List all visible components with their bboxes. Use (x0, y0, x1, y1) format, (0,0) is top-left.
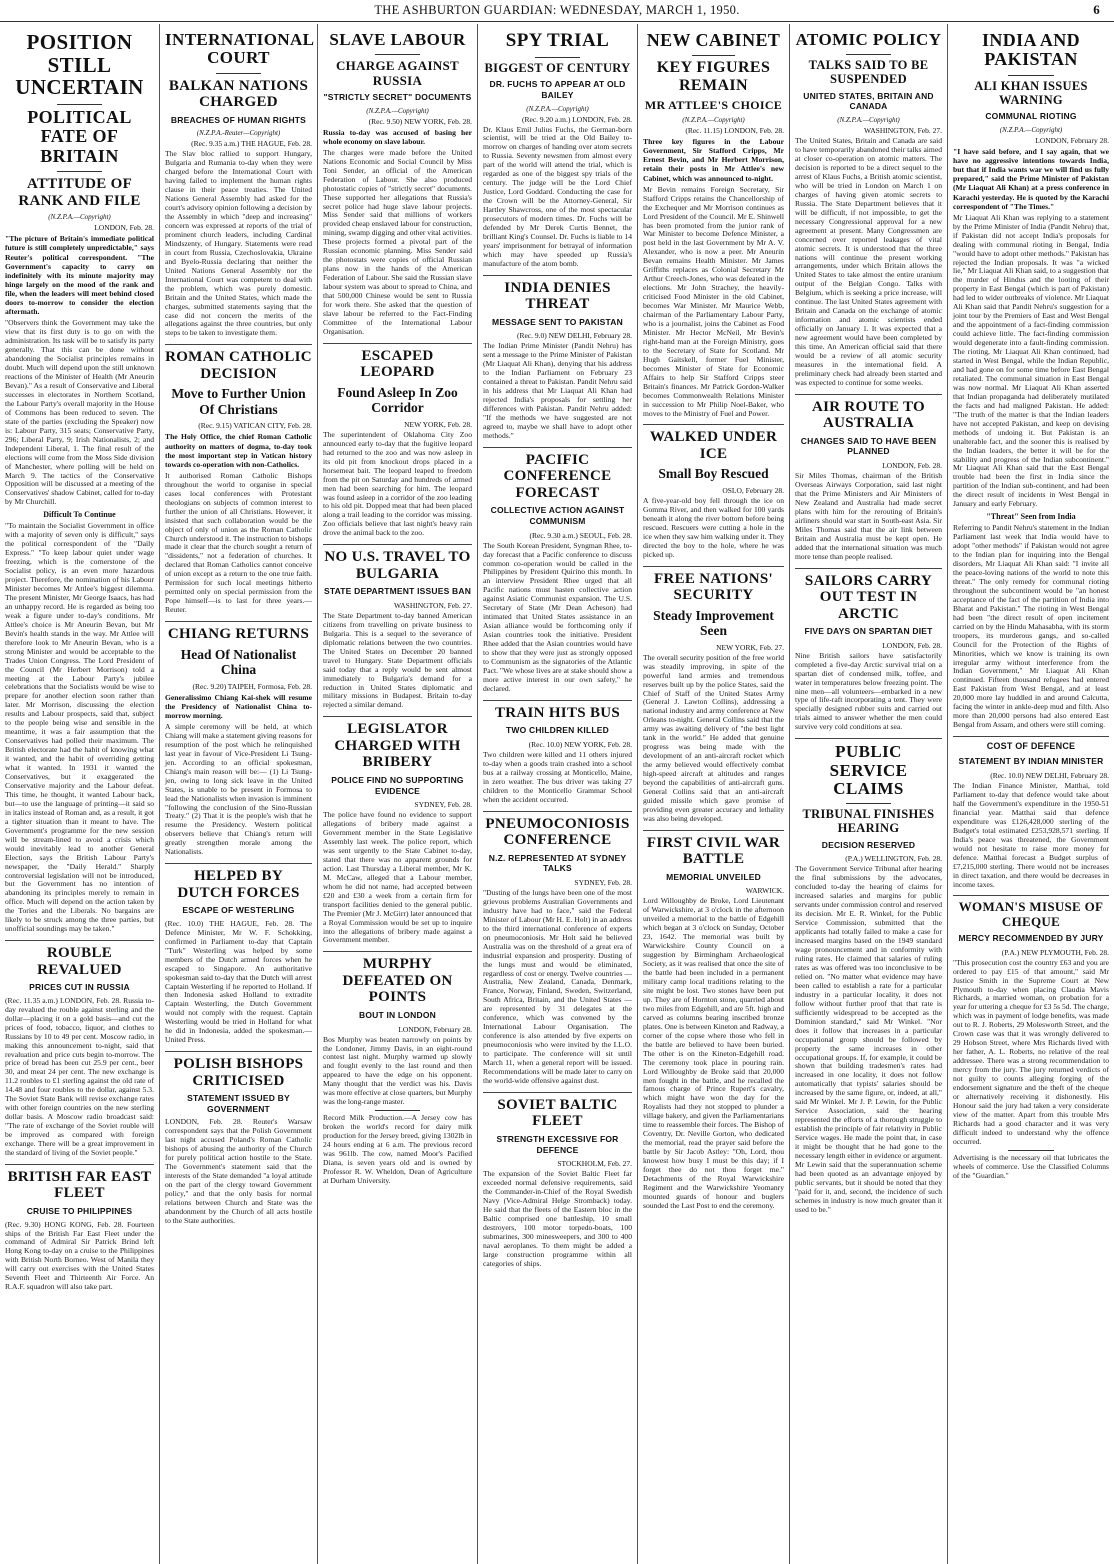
divider (165, 621, 312, 622)
divider (535, 57, 580, 58)
headline: PNEUMOCONIOSIS CONFERENCE (485, 815, 630, 849)
deck: ATTITUDE OF RANK AND FILE (18, 176, 141, 209)
deck: BREACHES OF HUMAN RIGHTS (170, 114, 307, 125)
article-murphy-defeated (323, 956, 472, 1185)
article-body: Bos Murphy was beaten narrowly on points by the Londoner, Jimmy Davis, in an eight-round contest last night. Murphy warmed up slowly and fought evenly to the last round and then appeared to have the edge on his opponent. Many thought that the verdict was his. Davis was more effective at close quarters, but Murphy was the long-range master. (323, 1034, 472, 1107)
headline: SOVIET BALTIC FLEET (497, 1096, 618, 1130)
article-body: The expansion of the Soviet Baltic Fleet far exceeded normal defensive requirements, said the Commander-in-Chief of the Royal Swedish Navy (Vice-Admiral Helge Stromback) today. He said that the fleets of the Eastern bloc in the Baltic comprised one battleship, 10 small destroyers, 100 motor torpedo-boats, 100 submarines, 300 minesweepers, and 300 to 400 naval aeroplanes. To them might be added a large construction programme within all categories of ships. (483, 1169, 632, 1268)
credit: (N.Z.P.A.—Copyright) (837, 116, 900, 125)
article-body: Lord Willoughby de Broke, Lord Lieutenant of Warwickshire, at 3 o'clock in the afternoon unveiled a memorial to the battle of Edgehill which began at 3 o'clock on Sunday, October 23, 1642. The memorial was built by Warwickshire County Council on a suggestion by Birmingham Archaeological Society, as it was realised that once the site of the battle had been included in a permanent military camp local traditions relating to the site might be lost. Two stones have been put up. They are of Hornton stone, quarried about two miles from Edgehill, and are 5ft. high and carved as columns bearing inscribed bronze plates. One is between Kineton and Radway, a corner of the copse where those who fell in the battle are believed to have been buried. The other is on the Kineton-Edgehill road. The ceremony took place in pouring rain. Lord Willoughby de Broke said that 20,000 men fought in the battle, and he recalled the famous charge of Prince Rupert's cavalry, which might have won the day for the Royalists had they not stopped to plunder a village bakery, and given the Parliamentarians time to reassemble their forces. The Bishop of Coventry, Dr. Neville Gorton, who dedicated the memorial, read the prayer said before the battle by Sir Jacob Astley: "Oh, Lord, thou knowest how busy I must be this day; if I forget thee do not thou forget me." Detachments of the Royal Warwickshire Regiment and the Warwickshire Yeomanry mounted guards of honour and buglers sounded the Last Post to end the ceremony. (643, 896, 785, 1210)
dateline: (Rec. 11.15) LONDON, Feb. 28. (685, 126, 784, 136)
headline: AIR ROUTE TO AUSTRALIA (811, 398, 926, 432)
deck: UNITED STATES, BRITAIN AND CANADA (803, 90, 934, 112)
headline: NO U.S. TRAVEL TO BULGARIA (324, 549, 471, 582)
dateline: WASHINGTON, Feb. 27. (394, 600, 472, 610)
column-6 (790, 24, 948, 1564)
dateline: (Rec. 9.15) VATICAN CITY, Feb. 28. (198, 421, 312, 431)
article-train-hits-bus (483, 705, 632, 805)
dateline: (Rec. 9.20) TAIPEH, Formosa, Feb. 28. (192, 681, 312, 691)
deck: MESSAGE SENT TO PAKISTAN (492, 316, 623, 327)
article-public-service-claims (795, 743, 942, 1214)
divider (483, 811, 632, 812)
headline: MURPHY DEFEATED ON POINTS (342, 956, 453, 1006)
article-british-far-east-fleet (5, 1169, 154, 1292)
headline: COST OF DEFENCE (986, 741, 1076, 752)
divider (5, 1164, 154, 1165)
divider (483, 447, 632, 448)
article-body: "This prosecution cost the country £63 and you are ordered to pay £15 of that amount," said Mr Justice Smith in the Supreme Court at New Plymouth to-day when placing Claudia Mavis Richards, a married woman, on probation for a year for uttering a cheque for £3 5s 5d. The charge, which was in payment of lodge benefits, was made out to R. J. Roberts, 29 Molesworth Street, and the Crown case was that it was wrongly delivered to 29 Hobson Street, where Mrs Richards lived with her father, A. L. Roberts, no relative of the real addressee. There was a strong recommendation to mercy from the jury. The jury returned verdicts of not guilty to counts alleging forging of the endorsement signature and the theft of the cheque or alternatively receiving it dishonestly. His Honour said the jury had taken a very considerate view of the matter. Apart from this trouble Mrs Richards had a good character and it was very difficult indeed to understand why the offence occurred. (953, 957, 1109, 1146)
dateline: (P.A.) NEW PLYMOUTH, Feb. 28. (1001, 947, 1109, 957)
dateline: (Rec. 9.35 a.m.) THE HAGUE, Feb. 28. (191, 139, 312, 149)
divider (692, 55, 734, 56)
deck: COMMUNAL RIOTING (985, 111, 1077, 122)
headline: FIRST CIVIL WAR BATTLE (646, 834, 781, 868)
headline: BRITISH FAR EAST FLEET (7, 1168, 152, 1202)
divider (795, 568, 942, 569)
deck: STRENGTH EXCESSIVE FOR DEFENCE (496, 1133, 619, 1155)
divider (483, 1092, 632, 1093)
deck: FIVE DAYS ON SPARTAN DIET (804, 626, 933, 637)
article-body: Dr. Klaus Emil Julius Fuchs, the German-born scientist, will be tried at the Old Bailey to-morrow on charges of handing over atom secrets to Russia. Seventy newsmen from almost every part of the world will attend the trial, which is regarded as one of the biggest spy trials of the century. The judge will be the Lord Chief Justice, Lord Goddard. Conducting the case for the Crown will be the Attorney-General, Sir Hartley Shawcross, one of the most spectacular prosecutors of modern times. Dr. Fuchs will be defended by Mr Derek Curtis Bennet, the brilliant King's Counsel. Dr. Fuchs is liable to 14 years' imprisonment for betrayal of information which may have speeded up Russia's manufacture of the atom bomb. (483, 124, 632, 268)
article-first-civil-war-battle (643, 835, 784, 1211)
dateline: LONDON, February 28. (398, 1024, 472, 1034)
dateline: NEW YORK, Feb. 28. (404, 419, 472, 429)
article-body: The State Department to-day banned American citizens from travelling on private business to Bulgaria. This is a sequel to the severance of diplomatic relations between the two countries. The United States on December 20 banned travel to Hungary. State Department officials said today that a reply would be sent almost immediately to Bulgaria's demand for a reduction in United States diplomatic and military missions in Budapest. Britain to-day rejected a similar demand. (323, 610, 472, 710)
column-7 (948, 24, 1114, 1564)
divider (846, 54, 890, 55)
headline: CHIANG RETURNS (167, 626, 310, 643)
headline: POLISH BISHOPS CRITICISED (173, 1056, 304, 1089)
divider (643, 424, 784, 425)
deck: BOUT IN LONDON (359, 1009, 436, 1020)
advertising-note: Advertising is the necessary oil that lubricates the wheels of commerce. Use the Classified Columns of the "Guardian." (953, 1152, 1109, 1180)
credit: (N.Z.P.A.—Copyright) (48, 213, 111, 222)
dateline: (Rec. 9.30 a.m.) SEOUL, Feb. 28. (529, 530, 632, 540)
subheadline: TRIBUNAL FINISHES HEARING (802, 807, 935, 836)
dateline: STOCKHOLM, Feb. 27. (557, 1159, 632, 1169)
article-slave-labour (323, 31, 472, 337)
headline: INDIA AND PAKISTAN (981, 30, 1081, 70)
divider (846, 803, 890, 804)
divider (643, 566, 784, 567)
headline: PUBLIC SERVICE CLAIMS (829, 742, 908, 798)
headline: SPY TRIAL (505, 30, 610, 51)
article-escaped-leopard (323, 348, 472, 538)
deck: COLLECTIVE ACTION AGAINST COMMUNISM (490, 505, 625, 526)
article-no-us-travel-to-bulgaria (323, 549, 472, 710)
dateline: OSLO, February 28. (722, 486, 784, 495)
deck: DR. FUCHS TO APPEAR AT OLD BAILEY (489, 79, 626, 100)
divider (483, 700, 632, 701)
subheadline: POLITICAL FATE OF BRITAIN (27, 107, 132, 166)
article-atomic-policy (795, 31, 942, 388)
column-2 (160, 24, 318, 1564)
article-body: Mr Bevin remains Foreign Secretary, Sir Stafford Cripps retains the Chancellorship of the Exchequer and Mr Morrison continues as Lord President of the Council. Mr E. Shinwell has been promoted from the junior rank of War Minister to become Defence Minister, a post held in the last Government by Mr A. V. Alexander, who is now a peer. Mr Aneurin Bevan remains Health Minister. Mr James Griffiths replaces as Colonial Secretary Mr Arthur Creech-Jones, who was defeated in the elections. Mr John Strachey, the heavily-criticised Food Minister in the old Cabinet, becomes War Minister. Mr Maurice Webb, chairman of the Parliamentary Labour Party, who is a journalist, joins the Cabinet as Food Minister. Mr Hector McNeil, Mr Bevin's right-hand man at the Foreign Ministry, goes to the Secretary of State for Scotland. Mr Hugh Gaitskell, former Fuel Minister, becomes Minister of State for Economic Affairs to help Sir Stafford Cripps steer Britain's finances. Mr Patrick Gordon-Walker becomes Commonwealth Relations Minister in succession to Mr Philip Noel-Baker, who moves to the Ministry of Fuel and Power. (643, 184, 784, 418)
article-rouble-revalued (5, 945, 154, 1158)
article-body: The South Korean President, Syngman Rhee, to-day forecast that a Pacific conference to discuss common co-operation would be called in the Philippines by President Quirino this month. In an interview President Rhee urged that all Pacific nations must hasten collective action against Asiatic Communist expansion. The U.S. Secretary of State (Mr Dean Acheson) had intimated that United States assistance in an Asian alliance would be forthcoming only if Asian countries took the initiative. President Rhee added that the Asian countries would have to show that they were just as strongly opposed to Communism as the signatories of the Atlantic Pact. "We whose lives are at stake should show a more active interest in our own safety," he declared. (483, 540, 632, 693)
subheadline: BALKAN NATIONS CHARGED (168, 77, 309, 111)
divider (1008, 75, 1055, 76)
column-1 (0, 24, 160, 1564)
divider (643, 830, 784, 831)
credit: (N.Z.P.A.—Copyright) (999, 126, 1063, 134)
article-international-court (165, 30, 315, 338)
lede: Russia to-day was accused of basing her whole economy on slave labour. (323, 127, 472, 146)
article-body: (Rec. 11.35 a.m.) LONDON, Feb. 28. Russia to-day revalued the rouble against sterling and the dollar—placing it on a gold basis—and cut the prices of food, tobacco, liquor, and clothes to Russians by 10 to 49 per cent. Moscow radio, in making this announcement to-night, said that revaluation and price cuts begin to-morrow. The price of bread has been cut 25.9 per cent., beer 30, and meat 24 per cent. The new exchange is 11.2 roubles to £1 sterling against the old rate of 14.48 and four roubles to the dollar, against 5.3. The Soviet State Bank will revise exchange rates with other foreign countries on the new sterling dollar basis. A Moscow radio broadcast said: "The rate of exchange of the Soviet rouble will be improved as compared with foreign exchange. There will be a great improvement in the standard of living of the Soviet people." (5, 995, 154, 1157)
deck: Steady Improvement Seen (653, 607, 774, 639)
masthead-title: THE ASHBURTON GUARDIAN: WEDNESDAY, MARCH 1, 1950. (374, 3, 740, 17)
deck: ESCAPE OF WESTERLING (182, 905, 295, 916)
dateline: LONDON, Feb. 28. (882, 640, 942, 650)
article-body: The police have found no evidence to support allegations of bribery made against a Government member in the State Legislative Assembly last week. The police report, which was sent urgently to the State Cabinet to-day, stated that there was no apparent grounds for action. Last Thursday a Liberal member, Mr K. M. McCaw, alleged that a Labour member, whom he did not name, had accepted between £20 and £30 a week from a certain firm for transport facilities denied to the general public. The Premier (Mr J. McGirr) later announced that a Royal Commission would be set up to inquire into the allegations of bribery made against a Government member. (323, 810, 472, 945)
headline: FREE NATIONS' SECURITY (653, 570, 774, 604)
lede: "The picture of Britain's immediate political future is still completely unpredictable," says Reuter's political correspondent. "The Government's capacity to carry on indefinitely with its minute majority may hinge largely on the mood of the rank and file, when the leaders will meet behind closed doors to-morrow to consider the election aftermath. (5, 234, 154, 317)
article-roman-catholic-decision (165, 349, 312, 615)
divider (795, 394, 942, 395)
divider (953, 736, 1109, 737)
dateline: WASHINGTON, Feb. 27. (864, 126, 942, 136)
subheadline: KEY FIGURES REMAIN (656, 59, 771, 94)
article-spy-trial (483, 31, 632, 269)
article-chiang-returns (165, 626, 312, 857)
headline: POSITION STILL UNCERTAIN (15, 30, 144, 100)
deck: Move to Further Union Of Christians (171, 386, 306, 417)
article-free-nations-security (643, 571, 784, 824)
article-body: Sir Miles Thomas, chairman of the British Overseas Airways Corporation, said last night that the Prime Ministers and Air Ministers of New Zealand and Australia had made secret plans with him for the rerouting of Britain's airliners should war start in South-east Asia. Sir Miles Thomas said that the air link between Britain and Australia must be kept open. He added that the international situation was much more tense than people realised. (795, 471, 942, 561)
paragraph-record-milk: Record Milk Production.—A Jersey cow has broken the world's record for dairy milk production for the Jersey breed, giving 1302lb in 24 hours ending at 6 a.m. The previous record was 961lb. The cow, named Moor's Pacified Diana, is seven years old and is owned by Professor R. W. Wheldon, Dean of Agriculture at Durham University. (323, 1113, 472, 1185)
headline: SLAVE LABOUR (329, 30, 466, 49)
deck: STATE DEPARTMENT ISSUES BAN (323, 586, 472, 597)
divider (953, 895, 1109, 896)
column-4 (478, 24, 638, 1564)
divider (165, 344, 312, 345)
column-3 (318, 24, 478, 1564)
article-body: "Observers think the Government may take the view that its first duty is to go on with the administration. Its task will be to satisfy its party generally. That this can be done without abandoning the Socialist principles remains in doubt. Much will depend upon the still unknown reactions of the Minister of Health (Mr Aneurin Bevan)." As a result of Conservative and Liberal successes in electorates in Northern Scotland, the Labour Party's overall majority in the House of Commons has been reduced to seven. The state of the parties (excluding the Speaker) now is: Labour Party, 315 seats; Conservative Party, 296; Liberal Party, 9; Irish Nationalists, 2; and Independent Liberal, 1. The final result of the elections will come from the Moss Side division of Manchester, where polling will be held on March 9. The tactics of the Conservative Opposition will be discussed at a meeting of the Conservatives' shadow Cabinet, called for to-day by Mr Churchill. (5, 318, 154, 507)
subheadline: BIGGEST OF CENTURY (484, 60, 631, 75)
divider (57, 104, 102, 105)
headline: ROUBLE REVALUED (37, 945, 122, 978)
article-body: The Slav bloc rallied to support Hungary, Bulgaria and Rumania to-day when they were charged before the International Court with having failed to implement the human rights clause in their peace treaties. The United Nations General Assembly had asked for the court's advisory opinion following a decision by the Assembly in which "deep and increasing" concern was expressed at reports of the trial of prominent church leaders, including Cardinal Mindszenty, of Hungary. Statements were read in court from Russia, Czechoslovakia, Ukraine and Byelo-Russia declaring that neither the United Nations General Assembly nor the International Court was competent to deal with the problem, which was purely domestic. Britain and the United States, which made the charges, submitted statements saying that the case did not concern the merits of the allegations against the three countries, but only steps to be taken to investigate them. (165, 149, 312, 338)
article-body: The Indian Prime Minister (Pandit Nehru) has sent a message to the Prime Minister of Pakistan (Mr Liaquat Ali Khan), denying that his address to the Indian Parliament on February 23 contained a threat to Pakistan. Pandit Nehru said in his address that Mr Liaquat Ali Khan had rejected India's proposals for settling her differences with Pakistan. Pandit Nehru added: "If the methods we have suggested are not agreed to, maybe we shall have to adopt other methods." (483, 341, 632, 440)
dateline: LONDON, Feb. 28. (94, 223, 154, 233)
divider (483, 275, 632, 276)
deck: CHANGES SAID TO HAVE BEEN PLANNED (800, 435, 937, 457)
dateline: (Rec. 9.50) NEW YORK, Feb. 28. (368, 116, 472, 126)
dateline: (Rec. 9.0) NEW DELHI, February 28. (516, 331, 632, 341)
article-soviet-baltic-fleet (483, 1097, 632, 1269)
credit: (N.Z.P.A.—Copyright) (526, 104, 589, 113)
divider (375, 1110, 420, 1111)
article-body: A simple ceremony will be held, at which Chiang will make a statement giving reasons for resumption of the post which he relinquished last year in favour of Vice-President Li Tsung-jen. According to an official spokesman, Chiang's main reason will be:— (1) Li Tsung-jen, owing to long sick leave in the United States, is unable to be present in Formosa to lead the Nationalists when invasion is imminent "following the conclusion of the Sino-Russian Treaty." (2) That it is the people's wish that he resume the Presidency. Western political observers believe that Chiang's return will greatly strengthen morale among the Nationalists. (165, 721, 312, 857)
masthead (0, 0, 1114, 22)
crosshead: Difficult To Continue (43, 510, 116, 520)
headline: LEGISLATOR CHARGED WITH BRIBERY (334, 721, 461, 771)
divider (216, 73, 260, 74)
article-body: The superintendent of Oklahoma City Zoo announced early to-day that the fugitive leopard had returned to the zoo and was now asleep in its old pit from knockout drops placed in a horsemeat bait. The leopard leaped to freedom from the pit on Saturday and hundreds of armed men had been searching for him. The leopard was found asleep in a corridor of the zoo leading to his old pit. Dopped meat that had been placed along a trail leading to the corridor was missing. Zoo officials believe that last night's heavy rain drove the animal back to the zoo. (323, 429, 472, 538)
subheadline: TALKS SAID TO BE SUSPENDED (808, 58, 929, 87)
dateline: NEW YORK, Feb. 27. (716, 642, 784, 652)
article-body: (Rec. 10.0) THE HAGUE, Feb. 28. The Defence Minister, Mr W. F. Schokking, confirmed in Parliament to-day that Captain "Turk" Westerling was helped by some members of the Dutch armed forces when he escaped to Singapore. An authoritative spokesman said to-day that the Dutch will arrest Captain Westerling if he reported to Holland. If then Indonesia asked Holland to extradite Captain Westerling, the Dutch Government would not comply with the request. Captain Westerling would be tried in Holland for what he did in Indonesia, added the spokesman.—United Press. (165, 918, 312, 1045)
article-body-continued: "To maintain the Socialist Government in office with a majority of seven only is difficult," says the political correspondent of the "Daily Express." "To keep labour quiet under wage freezing, which is the cornerstone of the Socialist policy, is an even more hazardous project. Therefore, the nomination of his Labour Minister becomes Mr Attlee's biggest dilemma. The present Minister, Mr George Isaacs, has had an unhappy record. He is regarded as being too weak a figure under to-day's conditions. Mr Attlee's choice is Mr Aneurin Bevan, but Mr Bevin's health stands in the way. Mr Attlee will therefore look to Mr Aneurin Bevan, who is a strong Minister and would be acceptable to the Trades Union Congress. The Lord President of the Council (Mr Herbert Morrison) told a meeting at the Labour Party's jubilee celebrations that the Socialists would be wise to prepare for another election soon rather than later. Mr Morrison, discussing the election results and Labour prospects, said that, subject to the people being wise and sensible in the meantime, it was a fair assumption that the Conservatives had polled their maximum. The British electorate had the habit of knowing what it wanted, and the habit of overriding getting what it wanted. In 1931 it wanted the Conservatives, but it exaggerated the Conservative majority and the Labour defeat. This time, he thought, it wanted Labour back, but—to use the language of printing—it said so in italics instead of Roman and, as a result, it got a tighter situation than it meant to have. The Government's programme for the new session will be stream-lined to avoid a crisis which would inevitably lead to another General Election, says the British Labour Party's newspaper, the "Daily Herald." Sharply controversial legislation will not be introduced, but the Government has no intention of abandoning its principles merely to remain in office. Much will depend on the action taken by the Tories and the Liberals. No bargains are likely to be struck among the three parties, but unofficial soundings may be taken." (5, 521, 154, 934)
article-womans-misuse-of-cheque (953, 900, 1109, 1180)
subheadline: CHARGE AGAINST RUSSIA (335, 58, 460, 88)
article-body: It authorised Roman Catholic Bishops throughout the world to organise in special cases local conferences with Protestant theologians on subjects of common interest to further the union of all Christians. However, it insisted that such collaboration would be the object of only of union as the Roman Catholic Church understood it. The instruction to bishops made it clear that the church sought a return of "dissidents," not a federation of churches. It declared that Roman Catholics cannot conceive of union except as a return to the one true faith. Permission for such local meetings hitherto permitted only on special permission from the Pope himself—is to last for three years.—Reuter. (165, 470, 312, 615)
dateline: LONDON, Feb. 28. (882, 461, 942, 471)
dateline: (Rec. 10.0) NEW YORK, Feb. 28. (528, 739, 632, 749)
credit: (N.Z.P.A.—Copyright) (366, 106, 429, 115)
article-body: A five-year-old boy fell through the ice on Gomma River, and then walked for 100 yards beneath it along the river bottom before being rescued. Rescuers were cutting a hole in the ice when they saw him walking under it. They directed the boy to the hole, where he was picked up. (643, 496, 784, 559)
deck: STATEMENT ISSUED BY GOVERNMENT (187, 1093, 290, 1114)
deck: STATEMENT BY INDIAN MINISTER (958, 756, 1104, 767)
credit: (N.Z.P.A.-Reuter—Copyright) (196, 129, 281, 138)
deck: DECISION RESERVED (821, 839, 916, 850)
credit: (N.Z.P.A.—Copyright) (682, 116, 745, 125)
deck: PRICES CUT IN RUSSIA (29, 982, 130, 993)
deck: "STRICTLY SECRET" DOCUMENTS (323, 91, 472, 102)
deck: Found Asleep In Zoo Corridor (337, 384, 458, 416)
article-pacific-conference (483, 452, 632, 694)
article-body: "Dusting of the lungs have been one of the most grievous problems Australian Governments and industry have had to face," said the Federal Minister of Labour (Mr H. E. Holt) in an address to the third international conference of experts on pneumoconiosis. Mr Holt said he believed Australia was on the threshold of a great era of industrial expansion and prosperity. Dusting of the lungs must and would be eliminated, regardless of cost or energy. Twelve countries — Australia, New Zealand, Canada, Denmark, France, Norway, Finland, Sweden, Switzerland, South Africa, Britain, and the United States — are represented by 31 delegates at the conference, which was convened by the International Labour Organisation. The conference is also attended by five experts on pneumoconiosis who were invited by the I.L.O. to participate. The conference will sit until March 11, when a general report will be issued. Recommendations will be made later to carry on the world-wide offensive against dust. (483, 887, 632, 1085)
divider (795, 738, 942, 739)
divider (323, 343, 472, 344)
divider (165, 1051, 312, 1052)
article-body: Two children were killed and 11 others injured to-day when a goods train crashed into a school bus at a railway crossing at Monticello, Maine, in zero weather. The bus driver was taking 27 children to the Monticello Grammar School when the accident occurred. (483, 749, 632, 804)
lede: Three key figures in the Labour Government, Sir Stafford Cripps, Mr Ernest Bevin, and Mr Herbert Morrison, retain their posts in Mr Attlee's new Cabinet, which was announced to-night. (643, 137, 784, 183)
deck: N.Z. REPRESENTED AT SYDNEY TALKS (488, 852, 627, 874)
article-helped-by-dutch-forces (165, 868, 312, 1045)
headline: ESCAPED LEOPARD (360, 347, 435, 381)
divider (323, 951, 472, 952)
article-body: The overall security position of the free world was steadily improving, in spite of the powerful land armies and tremendous reserves built up by the police States, said the Chief of Staff of the United States Army (General J. Lawton Collins), addressing a national industry and army conference at New Orleans to-night. General Collins said that the army was awaiting delivery of "the best light tank in the world." He added that genuine progress was being made with the development of an anti-aircraft rocket which the army believed would effectively combat high-speed aircraft at altitudes and ranges beyond the capabilities of anti-aircraft guns. General Collins said that an anti-aircraft guided missile which gave promise of providing even greater accuracy and lethality was also being developed. (643, 652, 784, 823)
headline: WOMAN'S MISUSE OF CHEQUE (958, 899, 1104, 929)
deck: MEMORIAL UNVEILED (666, 871, 761, 882)
headline: TRAIN HITS BUS (494, 704, 621, 721)
article-body: LONDON, Feb. 28. Reuter's Warsaw correspondent says that the Polish Government last night accused Poland's Roman Catholic bishops of abusing the authority of the Church for purely political action hostile to the State. The Government's statement said that the interests of the State demanded "a loyal attitude on the part of the clergy toward Government policy," and that the only basis for normal relations between Church and State was the abandonment by the Church of all acts hostile to the State authorities. (165, 1117, 312, 1225)
article-body: The United States, Britain and Canada are said to have temporarily abandoned their talks aimed at closer co-operation on atomic matters. The decision is reported to be a direct sequel to the arrest of Klaus Fuchs, a British atomic scientist, who will be tried in London on March 1 on charges of having given atomic secrets to Russia. The State Department believes that it will be difficult, if not impossible, to get the necessary Congressional approval for a new agreement at present. Many Congressmen are concerned over reported leakages of vital atomic secrets. It is understood that the three nations will continue the present working arrangements, under which Britain allows the United States to take almost the entire uranium output of the Belgian Congo. Talks with Belgium, which is seeking a price increase, will continue. The last United States agreement with Britain and Canada on the exchange of atomic information and atomic scientists ended officially on January 1. It was expected that a new agreement would have been completed by this time. An American official said that there would be a review of all atomic security measures in the international field. A preliminary check had already been started and was expected to continue for some weeks. (795, 136, 942, 387)
dateline: LONDON, February 28. (1035, 136, 1109, 145)
lede: Generalissimo Chiang Kai-shek will resume the Presidency of Nationalist China to-morrow morning. (165, 692, 312, 720)
news-columns (0, 24, 1114, 1564)
dateline: SYDNEY, Feb. 28. (414, 800, 472, 810)
lede: "I have said before, and I say again, that we have no aggressive intentions towards India, but that if India wants war we will find us fully prepared," said the Prime Minister of Pakistan (Mr Liaquat Ali Khan) at a press conference in Karachi yesterday. He is quoted by the Karachi correspondent of "The Times." (953, 147, 1109, 211)
article-polish-bishops-criticised (165, 1056, 312, 1226)
divider (5, 940, 154, 941)
crosshead: "Threat" Seen from India (986, 512, 1076, 522)
divider (57, 171, 102, 172)
headline: INTERNATIONAL COURT (165, 30, 315, 68)
headline: ATOMIC POLICY (795, 30, 942, 49)
divider (323, 544, 472, 545)
dateline: (Rec. 10.0) NEW DELHI, February 28. (990, 771, 1109, 781)
article-body: The charges were made before the United Nations Economic and Social Council by Miss Toni Sender, an official of the American Federation of Labour. She also produced photostatic copies of "strictly secret" documents. These supported her allegations that Russia's secret police had huge slave labour projects. Miss Sender said that millions of workers provided cheap enslaved labour for construction, mining, swamp digging and other vital activities. These projects formed a pivotal part of the Russian economic planning. Miss Sender said the photostats were copies of official Russian plans now in the hands of the American Federation of Labour. She said the Russian slave labour system was about to spread to China, and that 500,000 Chinese would be sent to Russia for work there. She asked that the question of slave labour be referred to the Fact-Finding Committee of the International Labour Organisation. (323, 147, 472, 336)
deck: POLICE FIND NO SUPPORTING EVIDENCE (331, 774, 464, 796)
deck: Small Boy Rescued (658, 466, 769, 482)
article-cost-of-defence (953, 741, 1109, 889)
article-pneumoconiosis-conference (483, 816, 632, 1086)
divider (375, 54, 420, 55)
divider (165, 863, 312, 864)
article-body-continued: Referring to Pandit Nehru's statement in the Indian Parliament last week that India would have to adopt "other methods" if Pakistan would not agree to the Indian plan for inquiring into the Bengal disorders, Mr Liaquat Ali Khan said: "I invite all the peace-loving nations of the world to note this threat." The only remedy for communal rioting throughout the subcontinent would be "an honest acceptance of the fact of the partition of India into Bharat and Pakistan." The rioting in West Bengal had been "the direct result of open incitement carried on by the Hindu Mahasabha, with its storm troopers, its murderous gangs, and so-called Council for the Protection of the Rights of Minorities, which we know is training its own irregular army without interference from the Indian Government," Mr Liaquat Ali Khan continued. Fifteen thousand refugees had entered East Pakistan from West Bengal, and at least 20,000 more lay huddled in and around Calcutta, facing the winter in ankle-deep mud and filth. Also more than 20,000 persons had also entered East Bengal from Assam, and others were still coming. (953, 523, 1109, 730)
divider (323, 716, 472, 717)
dateline: (Rec. 9.20 a.m.) LONDON, Feb. 28. (522, 114, 632, 124)
headline: ROMAN CATHOLIC DECISION (165, 349, 312, 382)
headline: PACIFIC CONFERENCE FORECAST (503, 451, 612, 501)
page-number: 6 (1093, 2, 1100, 17)
divider (1008, 1150, 1055, 1151)
article-body: The Government Service Tribunal after hearing the final submissions by the advocates, concluded to-day the hearing of claims for increased salaries and margins for public servants under commission control and reserved its decision. Mr E. R. Winkel, for the Public Service Commission, submitted that the applicants had totally failed to make a case for increased margins based on the 1949 standard wage pronouncement and in conformity with ruling rates. He claimed that salaries of ruling rates as was offered was too inconclusive to be relied on. "No matter what evidence may have been called to establish a rate for a particular industry in a particular locality, it does not follow without further proof that that rate is sufficiently widespread to be accepted as the Dominion standard," said Mr Winkel. "Nor does it follow that increases in a particular occupational group should be followed by property the same increases in other occupational groups. If, for example, it could be shown that building tradesmen's rates had increased in one locality, it does not follow automatically that typists' salaries should be increased by the same figure, or, indeed, at all," said Mr Winkel. Mr J. P. Lewin, for the Public Service Association, said the hearing represented the efforts of a thorough struggle to establish the principle of fair relativity in Public Service wages. He made the point that, in case it might be thought that he had gone to the necessary length either in evidence or argument. Mr Lewin said that the superannuation scheme had been quoted as an advantage enjoyed by public servants, but it should be noted that they "paid for it, and, second, the incidence of such schemes in industry is now much greater than it used to be." (795, 864, 942, 1214)
deck: CRUISE TO PHILIPPINES (26, 1205, 133, 1216)
headline: WALKED UNDER ICE (649, 429, 778, 462)
article-position-still-uncertain (5, 31, 154, 934)
dateline: (P.A.) WELLINGTON, Feb. 28. (845, 854, 942, 864)
deck: MERCY RECOMMENDED BY JURY (958, 933, 1104, 944)
dateline: WARWICK. (745, 886, 784, 896)
article-new-cabinet (643, 31, 784, 418)
article-sailors-arctic-test (795, 573, 942, 733)
article-body: (Rec. 9.30) HONG KONG, Feb. 28. Fourteen ships of the British Far East Fleet under the command of Admiral Sir Patrick Brind left Hong Kong to-day on a cruise to the Philippines with British North Borneo. West of Manila they will carry out exercises with the United States Seventh Fleet and Thirteenth Air Force. An R.A.F. squadron will also take part. (5, 1219, 154, 1292)
article-body: Nine British sailors have satisfactorily completed a five-day Arctic survival trial on a spartan diet of condensed milk, toffee, and water in temperatures below freezing point. The nine men—all volunteers—embarked in a new type of life-raft incorporating a tent. They were specially designed rubber suits and carried out trials aimed to answer whether the men could survive very cold conditions at sea. (795, 650, 942, 732)
dateline: SYDNEY, Feb. 28. (574, 877, 632, 887)
deck: Head Of Nationalist China (180, 646, 297, 678)
headline: NEW CABINET (646, 30, 781, 50)
article-air-route-to-australia (795, 399, 942, 562)
column-5 (638, 24, 790, 1564)
article-body: Mr Liaquat Ali Khan was replying to a statement by the Prime Minister of India (Pandit Nehru) that, if Pakistan did not accept India's proposals for dealing with communal rioting in Bengal, India "would have to adopt other methods." Pakistan has rejected the Indian proposals. It was "a wicked lie," Mr Liaquat Ali Khan said, to a suggestion that the murder of Hindus and the looting of their property in East Bengal (which is part of Pakistan) had led to wider outbreaks of violence. Mr Liaquat Ali Khan said that Pandit Nehru's suggestion for a joint tour by the Premiers of East and West Bengal and the appointment of a fact-finding commission could achieve little. The fact-finding commission would degenerate into a fault-finding commission. The rioting, Mr Liaquat Ali Khan continued, had started in West Bengal, while the Indian Republic, and had gone on for some time before East Bengal retaliated. The communal situation in East Bengal was now normal. Mr Liaquat Ali Khan asserted that Indian propaganda had deliberately mutilated the facts and had maligned Pakistan. He added: "The truth of the matter is that the Indian leaders have not accepted Pakistan, and keep on devising methods of undoing it. But Pakistan is an unalterable fact, and the sooner this is realised by the Indian leaders, the better it will be for the stability and progress of the Indian subcontinent." Mr Liaquat Ali Khan said that the East Bengal trouble had been the first in India since the partition of the Indian sub-continent, and had been the direct result of incidents in West Bengal in January and early February. (953, 212, 1109, 509)
article-walked-under-ice (643, 429, 784, 559)
lede: The Holy Office, the chief Roman Catholic authority on matters of dogma, to-day took the most important step in Vatican history towards co-operation with non-Catholics. (165, 432, 312, 469)
article-india-and-pakistan (953, 31, 1109, 730)
deck: TWO CHILDREN KILLED (506, 725, 609, 736)
subheadline: ALI KHAN ISSUES WARNING (974, 78, 1088, 107)
article-body: The Indian Finance Minister, Matthai, told Parliament to-day that defence would take about half the Government's expenditure in the 1950-51 financial year. Matthai said that defence expenditure was £126,428,000 sterling of the Budget's total estimated £253,928,571 sterling. If India's peace was threatened, the Government would not hesitate to raise more money for defence. Matthai forecast a Budget surplus of £7,215,000 sterling. There would not be increases in direct taxation, and there would be decreases in income taxes. (953, 781, 1109, 889)
headline: INDIA DENIES THREAT (504, 279, 611, 313)
deck: MR ATTLEE'S CHOICE (644, 97, 783, 112)
headline: HELPED BY DUTCH FORCES (177, 868, 300, 901)
article-legislator-charged (323, 721, 472, 945)
article-india-denies-threat (483, 280, 632, 441)
headline: SAILORS CARRY OUT TEST IN ARCTIC (804, 572, 933, 622)
